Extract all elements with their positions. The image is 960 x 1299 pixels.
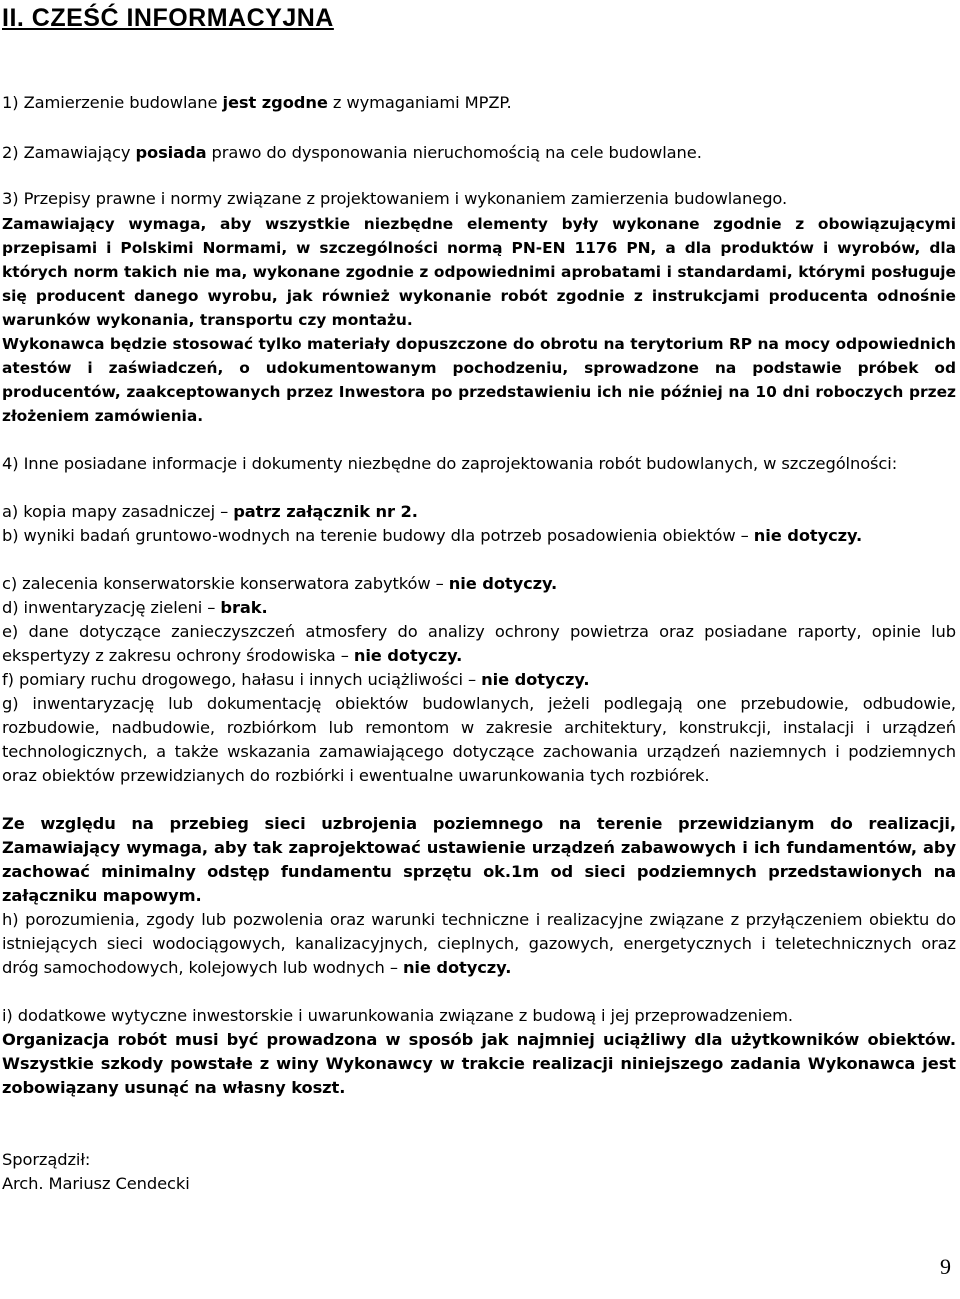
item-1-tail: z wymaganiami MPZP. <box>327 93 512 112</box>
item-4a-text: a) kopia mapy zasadniczej – <box>2 502 234 521</box>
item-4d <box>2 596 956 620</box>
item-4c-text: c) zalecenia konserwatorskie konserwatora zabytków – <box>2 574 449 593</box>
item-1-text: 1) Zamierzenie budowlane <box>2 93 223 112</box>
item-4a <box>2 500 956 524</box>
item-4f-text: f) pomiary ruchu drogowego, hałasu i innych uciążliwości – <box>2 670 482 689</box>
item-4c-bold: nie dotyczy. <box>448 574 558 593</box>
item-4h-bold: nie dotyczy. <box>402 958 512 977</box>
item-4f <box>2 668 956 692</box>
item-4i: i) dodatkowe wytyczne inwestorskie i uwarunkowania związane z budową i jej przeprowadzeniem. <box>2 1006 793 1025</box>
section-heading: II. CZEŚĆ INFORMACYJNA <box>2 4 334 32</box>
item-4b-bold: nie dotyczy. <box>753 526 863 545</box>
item-4g: g) inwentaryzację lub dokumentację obiektów budowlanych, jeżeli podlegają one przebudowie, odbudowie, rozbudowie, nadbudowie, rozbiórkom lub remontom w zakresie architektury, konstrukcji, instalacji i urządzeń technologicznych, a także wskazania zamawiającego dotyczące zachowania urządzeń naziemnych i podziemnych oraz obiektów przewidzianych do rozbiórki i ewentualne uwarunkowania tych rozbiórek. <box>2 694 956 785</box>
prepared-by-label: Sporządził: <box>2 1150 91 1169</box>
item-2-bold: posiada <box>135 143 207 162</box>
item-4g-bold-note: Ze względu na przebieg sieci uzbrojenia poziemnego na terenie przewidzianym do realizacji, Zamawiający wymaga, aby tak zaprojektować ustawienie urządzeń zabawowych i ich fundamentów, aby zachować minimalny odstęp fundamentu sprzętu ok.1m od sieci podziemnych przedstawionych na załączniku mapowym. <box>2 814 956 905</box>
item-4b-text: b) wyniki badań gruntowo-wodnych na terenie budowy dla potrzeb posadowienia obiektów – <box>2 526 754 545</box>
item-4b <box>2 524 956 548</box>
item-2 <box>2 141 956 165</box>
item-4c <box>2 572 956 596</box>
item-4: 4) Inne posiadane informacje i dokumenty niezbędne do zaprojektowania robót budowlanych, w szczególności: <box>2 454 898 473</box>
item-4e <box>2 620 956 668</box>
item-1-bold: jest zgodne <box>222 93 328 112</box>
item-4e-text: e) dane dotyczące zanieczyszczeń atmosfery do analizy ochrony powietrza oraz posiadane raporty, opinie lub ekspertyzy z zakresu ochrony środowiska – <box>2 622 956 665</box>
item-2-text: 2) Zamawiający <box>2 143 136 162</box>
item-4a-bold: patrz załącznik nr 2. <box>233 502 418 521</box>
item-4d-text: d) inwentaryzację zieleni – <box>2 598 221 617</box>
requirement-paragraph-2: Wykonawca będzie stosować tylko materiały dopuszczone do obrotu na terytorium RP na mocy odpowiednich atestów i zaświadczeń, o udokumentowanym pochodzeniu, sprowadzone na podstawie próbek od producentów, zaakceptowanych przez Inwestora po przedstawieniu ich nie później na 10 dni roboczych przez złożeniem zamówienia. <box>2 335 956 425</box>
item-4e-bold: nie dotyczy. <box>353 646 463 665</box>
prepared-by-name: Arch. Mariusz Cendecki <box>2 1174 190 1193</box>
item-2-tail: prawo do dysponowania nieruchomością na cele budowlane. <box>206 143 702 162</box>
requirement-paragraph-1: Zamawiający wymaga, aby wszystkie niezbędne elementy były wykonane zgodnie z obowiązującymi przepisami i Polskimi Normami, w szczególności normą PN-EN 1176 PN, a dla produktów i wyrobów, dla których norm takich nie ma, wykonane zgodnie z odpowiednimi aprobatami i standardami, którymi posługuje się producent danego wyrobu, jak również wykonanie robót zgodnie z instrukcjami producenta odnośnie warunków wykonania, transportu czy montażu. <box>2 215 956 329</box>
item-4h <box>2 908 956 980</box>
item-4f-bold: nie dotyczy. <box>481 670 590 689</box>
page-number: 9 <box>940 1254 951 1279</box>
item-1 <box>2 91 956 115</box>
item-4d-bold: brak. <box>220 598 268 617</box>
final-paragraph: Organizacja robót musi być prowadzona w sposób jak najmniej uciążliwy dla użytkowników obiektów. Wszystkie szkody powstałe z winy Wykonawcy w trakcie realizacji niniejszego zadania Wykonawca jest zobowiązany usunąć na własny koszt. <box>2 1030 956 1097</box>
item-4h-text: h) porozumienia, zgody lub pozwolenia oraz warunki techniczne i realizacyjne związane z przyłączeniem obiektu do istniejących sieci wodociągowych, kanalizacyjnych, cieplnych, gazowych, energetycznych i teletechnicznych oraz dróg samochodowych, kolejowych lub wodnych – <box>2 910 956 977</box>
item-3: 3) Przepisy prawne i normy związane z projektowaniem i wykonaniem zamierzenia budowlanego. <box>2 189 788 208</box>
